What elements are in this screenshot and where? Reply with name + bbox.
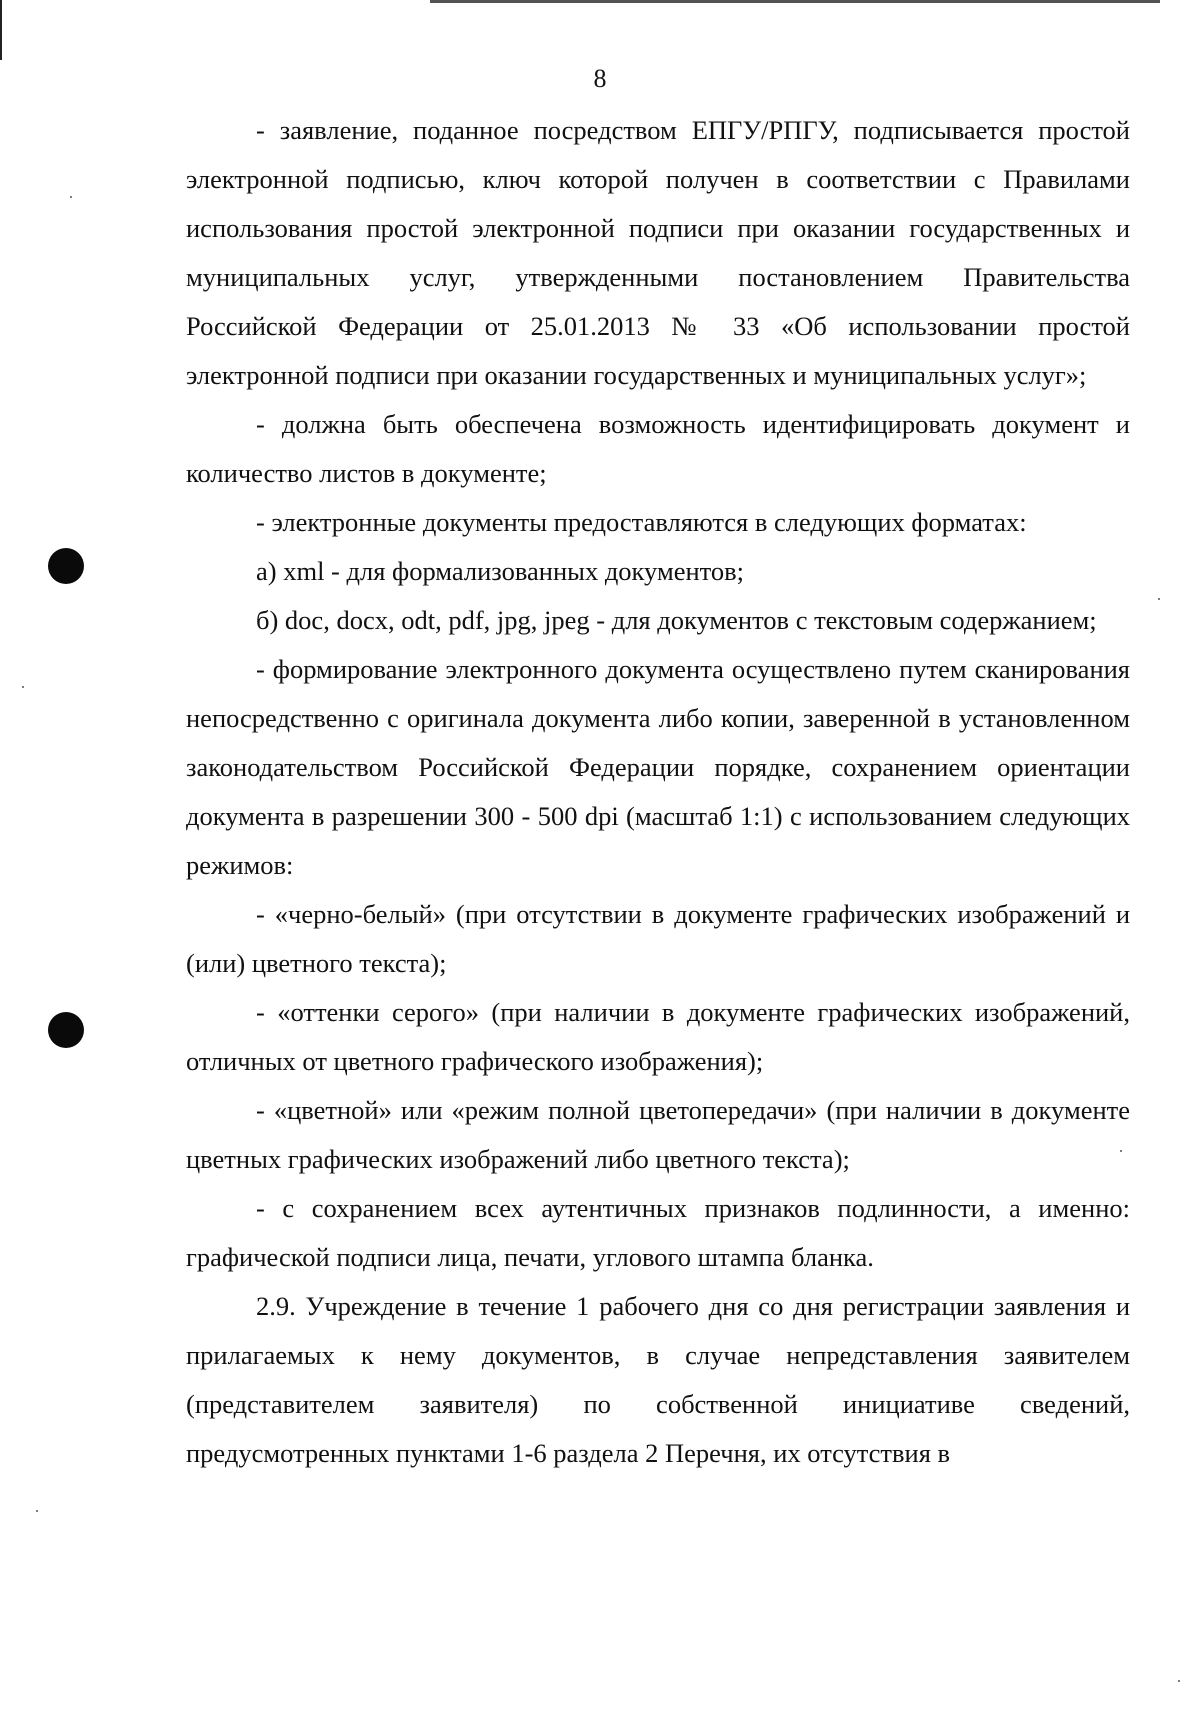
paragraph-format-xml: а) xml - для формализованных документов; (256, 556, 745, 586)
paragraph-scanning-requirements: - формирование электронного документа осуществлено путем сканирования непосредственно с оригинала документа либо копии, заверенной в установленном законодательством Российской Федерации порядке, сохранением ориентации документа в разрешении 300 - 500 dpi (масштаб 1:1) с использованием следующих режимов: (186, 654, 1130, 880)
scan-speck (1158, 598, 1160, 600)
scan-left-edge-line (0, 0, 2, 60)
document-body (186, 106, 1130, 1478)
punch-hole-upper (48, 548, 84, 584)
scan-speck (36, 1510, 38, 1512)
scan-top-edge-line (430, 0, 1160, 3)
punch-hole-lower (48, 1012, 84, 1048)
paragraph-mode-color: - «цветной» или «режим полной цветопередачи» (при наличии в документе цветных графических изображений либо цветного текста); (186, 1095, 1130, 1174)
paragraph-document-identification: - должна быть обеспечена возможность идентифицировать документ и количество листов в документе; (186, 409, 1130, 488)
scan-speck (70, 196, 72, 198)
page-number: 8 (593, 64, 607, 93)
paragraph-mode-black-white: - «черно-белый» (при отсутствии в документе графических изображений и (или) цветного текста); (186, 899, 1130, 978)
paragraph-authenticity: - с сохранением всех аутентичных признаков подлинности, а именно: графической подписи лица, печати, углового штампа бланка. (186, 1193, 1130, 1272)
paragraph-format-text: б) doc, docx, odt, pdf, jpg, jpeg - для документов с текстовым содержанием; (256, 605, 1097, 635)
paragraph-epgu-signature: - заявление, поданное посредством ЕПГУ/РПГУ, подписывается простой электронной подписью, ключ которой получен в соответствии с Правилами использования простой электронной подписи при оказании государственных и муниципальных услуг, утвержденными постановлением Правительства Российской Федерации от 25.01.2013 № 33 «Об использовании простой электронной подписи при оказании государственных и муниципальных услуг»; (186, 115, 1130, 390)
paragraph-clause-2-9: 2.9. Учреждение в течение 1 рабочего дня со дня регистрации заявления и прилагаемых к нему документов, в случае непредставления заявителем (представителем заявителя) по собственной инициативе сведений, предусмотренных пунктами 1-6 раздела 2 Перечня, их отсутствия в (186, 1291, 1130, 1468)
scan-speck (1178, 1680, 1180, 1682)
paragraph-mode-grayscale: - «оттенки серого» (при наличии в документе графических изображений, отличных от цветного графического изображения); (186, 997, 1130, 1076)
scan-speck (22, 686, 24, 688)
paragraph-formats-intro: - электронные документы предоставляются в следующих форматах: (256, 507, 1027, 537)
